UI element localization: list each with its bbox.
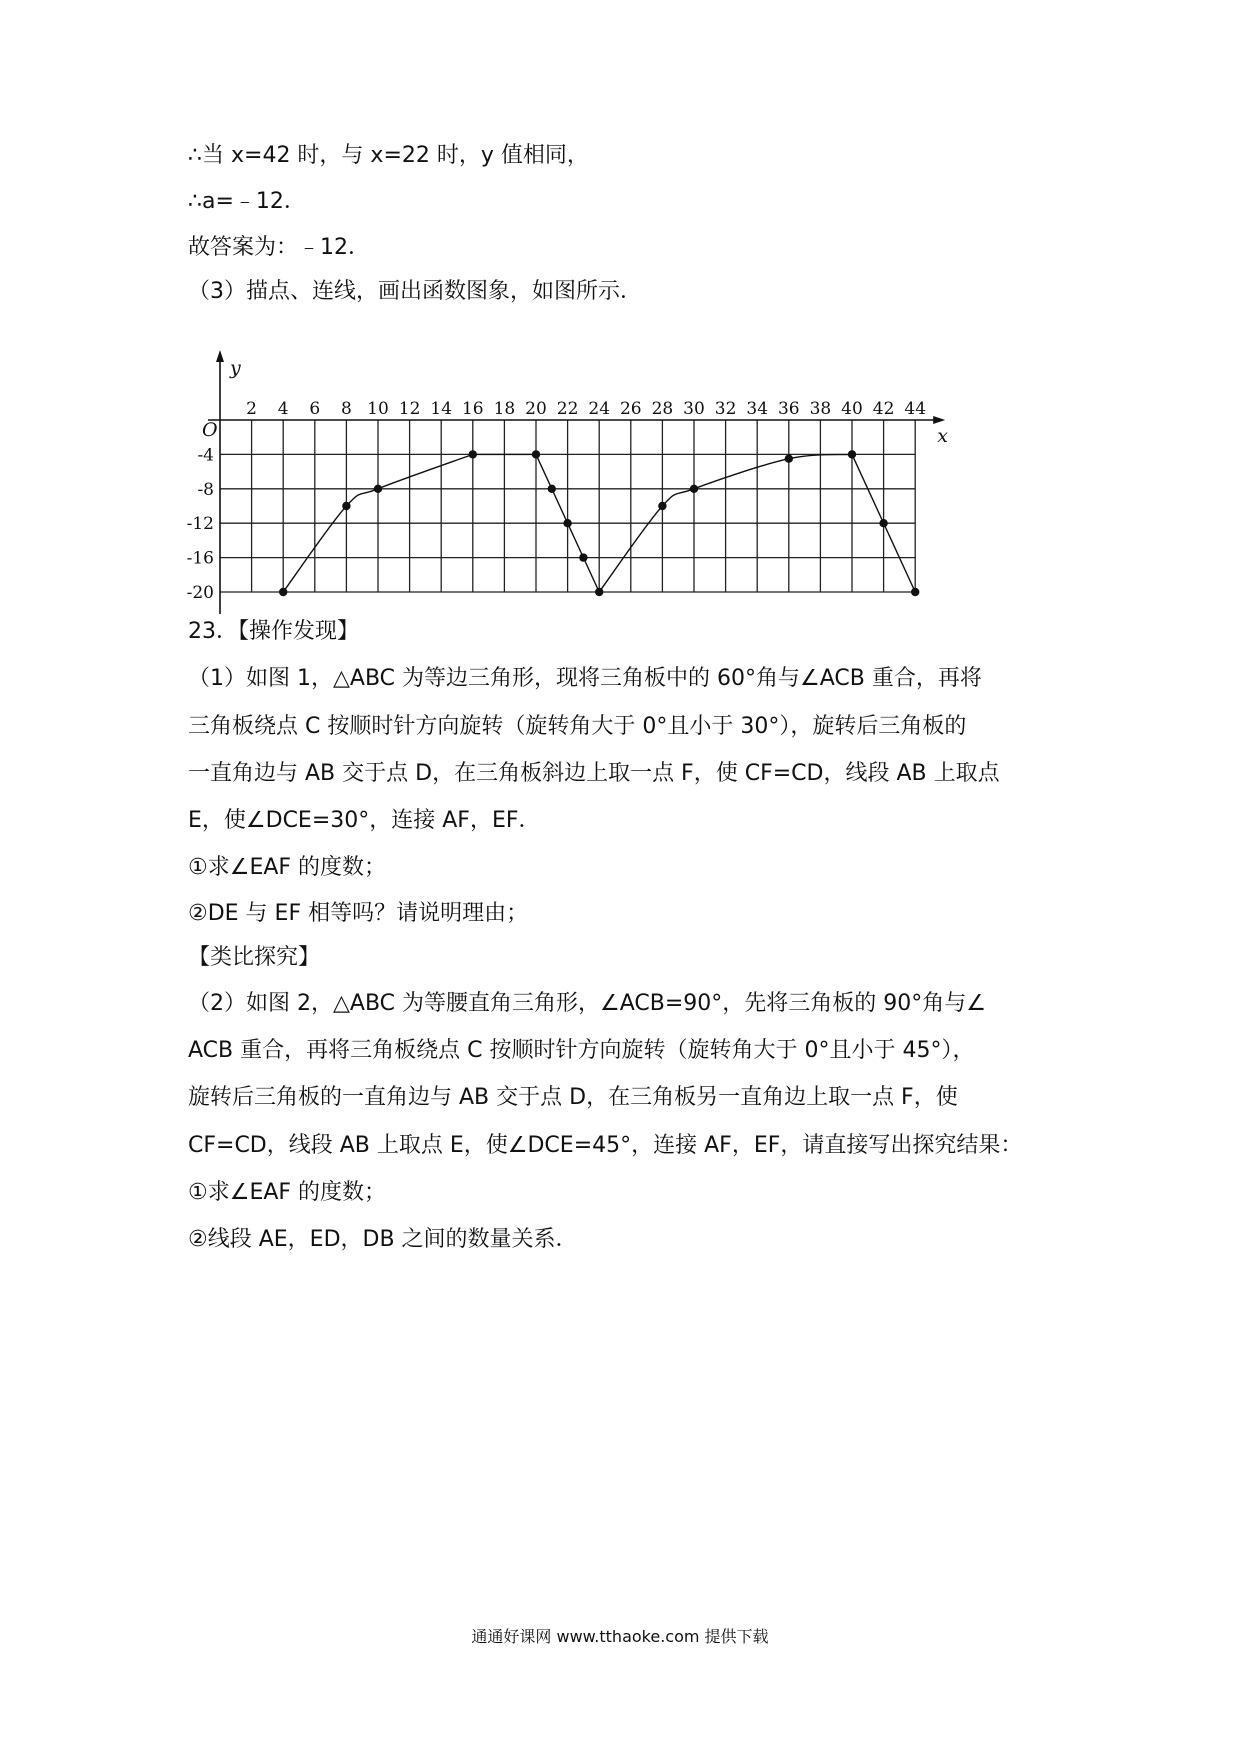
text-line: ∴当 x=42 时，与 x=22 时，y 值相同， [188,143,589,168]
data-point [279,588,287,596]
x-tick-label: 18 [493,399,516,419]
x-tick-label: 12 [398,399,421,419]
x-tick-label: 28 [651,399,674,419]
y-axis-label: y [230,357,241,379]
x-tick-label: 36 [777,399,800,419]
data-point [548,485,556,493]
x-axis-arrow [933,416,945,424]
data-point [469,450,477,458]
x-tick-label: 20 [525,399,547,419]
data-point [532,450,540,458]
x-tick-label: 30 [683,399,705,419]
y-tick-label: -8 [197,479,214,500]
x-tick-label: 42 [872,399,895,419]
origin-label: O [202,419,218,441]
x-tick-label: 6 [309,399,321,419]
y-tick-label: -20 [186,583,214,603]
text-line: 一直角边与 AB 交于点 D，在三角板斜边上取一点 F，使 CF=CD，线段 AB 上取点 [188,761,1000,786]
y-tick-label: -12 [186,514,214,535]
text-line: （1）如图 1，△ABC 为等边三角形，现将三角板中的 60°角与∠ACB 重合，再将 [188,666,982,691]
function-graph [180,350,970,640]
question-heading: 23．【操作发现】 [188,619,359,644]
data-point [785,455,793,463]
x-tick-label: 32 [714,399,737,419]
x-tick-label: 10 [367,399,389,419]
y-tick-label: -4 [197,445,214,466]
x-axis-label: x [937,425,948,447]
data-point [879,519,887,527]
y-axis-arrow [216,350,224,362]
page-footer: 通通好课网 www.tthaoke.com 提供下载 [471,1627,769,1646]
text-line: ②线段 AE，ED，DB 之间的数量关系． [188,1227,578,1252]
text-line: CF=CD，线段 AB 上取点 E，使∠DCE=45°，连接 AF，EF，请直接写出探究结果： [188,1133,1023,1158]
data-point [563,519,571,527]
text-line: ①求∠EAF 的度数； [188,1180,387,1205]
x-tick-label: 8 [340,399,352,419]
x-tick-label: 26 [619,399,642,419]
x-tick-label: 40 [841,399,863,419]
x-tick-label: 34 [746,399,769,419]
data-point [658,502,666,510]
text-line: E，使∠DCE=30°，连接 AF，EF． [188,808,541,833]
x-tick-label: 2 [246,399,258,419]
data-point [579,553,587,561]
data-point [848,450,856,458]
section-heading: 【类比探究】 [188,945,321,970]
x-tick-label: 22 [556,399,579,419]
text-line: ∴a=﹣12． [188,189,306,214]
text-line: 故答案为：﹣12． [188,235,370,260]
data-point [690,485,698,493]
data-point [911,588,919,596]
y-tick-label: -16 [186,548,214,569]
text-line: 旋转后三角板的一直角边与 AB 交于点 D，在三角板另一直角边上取一点 F，使 [188,1085,958,1110]
data-point [342,502,350,510]
text-line: （2）如图 2，△ABC 为等腰直角三角形，∠ACB=90°，先将三角板的 90°角与∠ [188,991,986,1016]
x-tick-label: 14 [430,399,453,419]
text-line: ②DE 与 EF 相等吗？请说明理由； [188,901,529,926]
x-tick-label: 44 [904,399,927,419]
text-line: （3）描点、连线，画出函数图象，如图所示． [188,279,642,304]
x-tick-label: 16 [461,399,484,419]
x-tick-label: 4 [277,399,289,419]
x-tick-label: 24 [588,399,611,419]
data-point [595,588,603,596]
data-point [374,485,382,493]
x-tick-label: 38 [809,399,832,419]
text-line: 三角板绕点 C 按顺时针方向旋转（旋转角大于 0°且小于 30°），旋转后三角板的 [188,714,967,739]
text-line: ACB 重合，再将三角板绕点 C 按顺时针方向旋转（旋转角大于 0°且小于 45°）， [188,1038,975,1063]
text-line: ①求∠EAF 的度数； [188,855,387,880]
